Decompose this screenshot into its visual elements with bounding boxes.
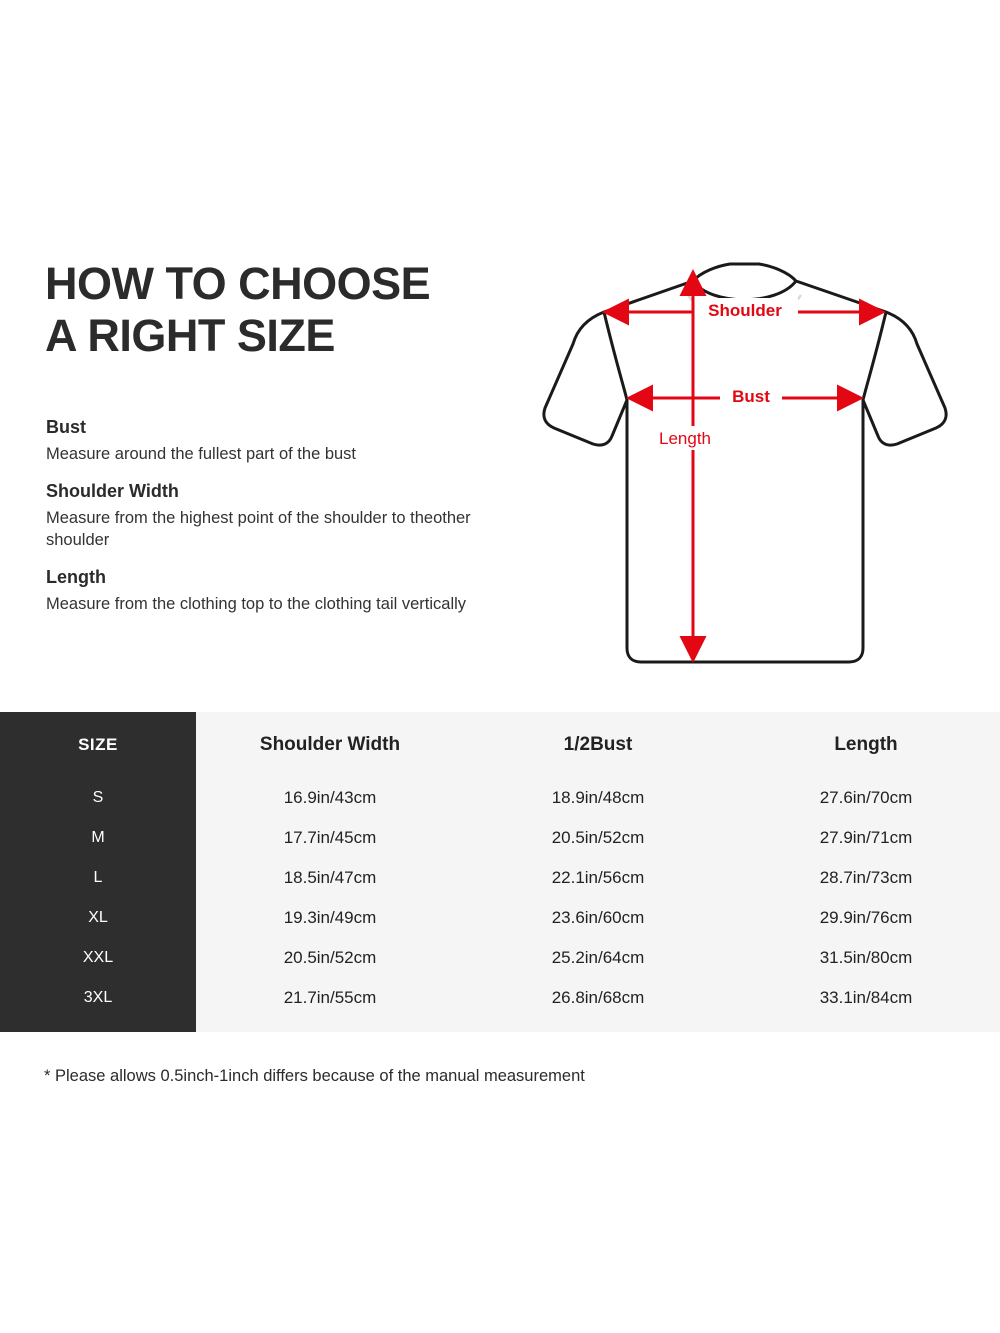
definition-term: Bust [46,417,86,437]
definition-bust [46,415,486,465]
length-label: Length [659,429,711,448]
cell-half-bust: 23.6in/60cm [551,908,645,927]
cell-shoulder-width: 19.3in/49cm [283,908,377,927]
cell-size: M [91,829,105,846]
cell-size: L [93,869,103,886]
cell-size: XXL [82,949,114,966]
cell-length: 28.7in/73cm [819,868,913,887]
column-header-half-bust: 1/2Bust [563,734,633,755]
definitions-list [46,415,486,629]
table-row [0,778,1000,818]
size-table [0,712,1000,1018]
cell-half-bust: 20.5in/52cm [551,828,645,847]
definition-description: Measure from the highest point of the shoulder to theother shoulder [46,509,471,549]
column-header-length: Length [834,734,898,755]
cell-shoulder-width: 21.7in/55cm [283,988,377,1007]
table-header-row [0,712,1000,778]
size-table-area [0,712,1000,1032]
definition-term: Shoulder Width [46,481,179,501]
page-title-line1: HOW TO CHOOSE [45,258,431,309]
cell-half-bust: 26.8in/68cm [551,988,645,1007]
cell-size: 3XL [83,989,113,1006]
cell-half-bust: 22.1in/56cm [551,868,645,887]
column-header-shoulder-width: Shoulder Width [259,734,401,755]
tshirt-outline [544,264,946,662]
cell-shoulder-width: 18.5in/47cm [283,868,377,887]
cell-half-bust: 18.9in/48cm [551,788,645,807]
cell-length: 27.9in/71cm [819,828,913,847]
page-title-line2: A RIGHT SIZE [45,310,335,361]
table-row [0,858,1000,898]
table-row [0,938,1000,978]
page-title [45,258,515,362]
cell-size: S [92,789,104,806]
cell-size: XL [88,909,108,926]
table-row [0,978,1000,1018]
cell-length: 33.1in/84cm [819,988,913,1007]
cell-shoulder-width: 20.5in/52cm [283,948,377,967]
definition-length [46,565,486,615]
definition-description: Measure from the clothing top to the clothing tail vertically [46,595,467,613]
definition-description: Measure around the fullest part of the bust [46,445,357,463]
shoulder-label: Shoulder [708,301,782,320]
column-header-size: SIZE [78,735,118,754]
bust-label: Bust [732,387,770,406]
table-row [0,818,1000,858]
tshirt-diagram [505,250,975,690]
cell-length: 31.5in/80cm [819,948,913,967]
definition-term: Length [46,567,106,587]
cell-shoulder-width: 16.9in/43cm [283,788,377,807]
table-row [0,898,1000,938]
cell-length: 29.9in/76cm [819,908,913,927]
cell-shoulder-width: 17.7in/45cm [283,828,377,847]
measurement-footnote: * Please allows 0.5inch-1inch differs because of the manual measurement [44,1067,585,1085]
definition-shoulder-width [46,479,486,551]
cell-half-bust: 25.2in/64cm [551,948,645,967]
cell-length: 27.6in/70cm [819,788,913,807]
